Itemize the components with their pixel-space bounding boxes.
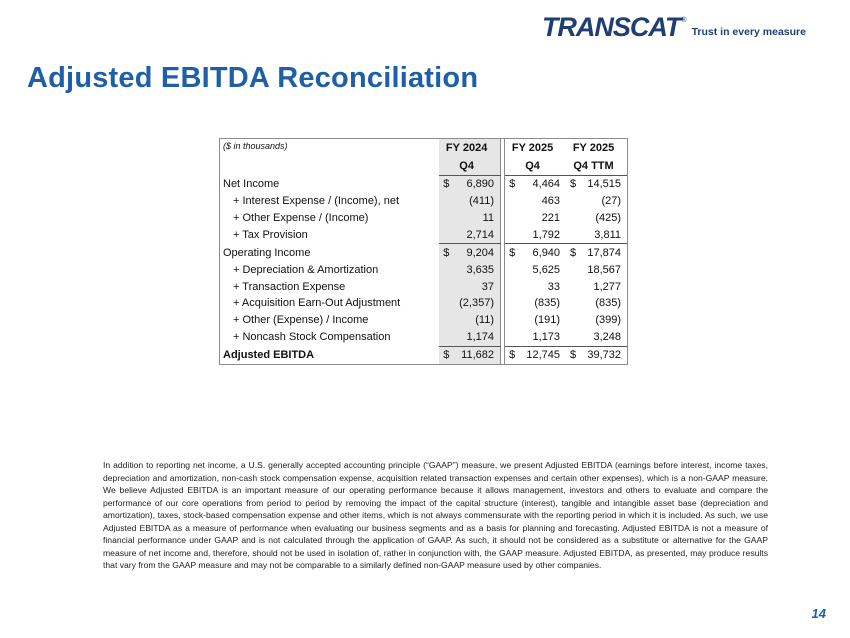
value-cell: 11	[439, 210, 500, 227]
page-number: 14	[811, 606, 826, 621]
logo-registered-mark: ®	[681, 17, 687, 24]
currency-symbol: $	[509, 246, 516, 259]
currency-symbol: $	[509, 349, 516, 362]
currency-symbol: $	[443, 349, 450, 362]
row-label: + Interest Expense / (Income), net	[233, 195, 399, 208]
value-cell: 3,248	[566, 329, 627, 346]
column-header: Q4	[439, 158, 500, 175]
value-cell: 33	[547, 280, 561, 293]
value-cell: 463	[541, 195, 561, 208]
value-cell: 1,277	[593, 280, 621, 293]
value-cell: (2,357)	[439, 295, 500, 312]
value-cell: (399)	[595, 314, 621, 327]
value-cell	[505, 175, 566, 192]
footnote-disclaimer: In addition to reporting net income, a U.S. generally accepted accounting principle (“GAAP”) measure, we present Adjusted EBITDA (earnings before interest, income taxes, depreciation and amortization, non-cash stock compensation expense, acquisition related transaction expenses and certain other expenses), which is a non-GAAP measure. We believe Adjusted EBITDA is an important measure of our operating performance because it allows management, investors and others to evaluate and compare the performance of our core operations from period to period by removing the impact of the capital structure (interest), tangible and intangible asset base (depreciation and amortization), taxes, stock-based compensation expense and other items, which is not always commensurate with the reporting period in which it is included. As such, we use Adjusted EBITDA as a measure of performance when evaluating our business segments and as a basis for planning and forecasting. Adjusted EBITDA is not a measure of financial performance under GAAP and is not calculated through the application of GAAP. As such, it should not be considered as a substitute or alternative for the GAAP measure of net income and, therefore, should not be used in isolation of, rather in conjunction with, the GAAP measure. Adjusted EBITDA, as presented, may produce results that vary from the GAAP measure and may not be comparable to a similarly defined non-GAAP measure used by other companies.	[103, 460, 768, 570]
currency-symbol: $	[570, 349, 577, 362]
unit-note: ($ in thousands)	[223, 141, 288, 151]
row-label: Net Income	[223, 177, 280, 190]
value-cell	[439, 346, 500, 363]
value-cell: 3,635	[439, 261, 500, 278]
value-cell: (835)	[534, 297, 561, 310]
row-label: + Other Expense / (Income)	[233, 212, 369, 224]
table-row	[220, 193, 627, 210]
value-text: 39,732	[587, 349, 621, 362]
company-logo	[542, 14, 806, 40]
row-label: + Other (Expense) / Income	[233, 314, 369, 327]
value-cell	[566, 346, 627, 363]
row-label: Operating Income	[223, 246, 311, 259]
table-row	[220, 346, 627, 363]
value-cell: (411)	[439, 193, 500, 210]
value-cell	[566, 175, 627, 192]
value-text: 11,682	[461, 349, 494, 362]
logo-tagline: Trust in every measure	[691, 26, 806, 38]
ebitda-table	[219, 138, 628, 365]
value-cell: 37	[439, 278, 500, 295]
value-cell: 5,625	[532, 263, 561, 276]
value-cell: 3,811	[566, 226, 627, 243]
value-cell: 18,567	[587, 263, 621, 276]
row-label: + Acquisition Earn-Out Adjustment	[233, 297, 401, 310]
value-text: 6,940	[532, 246, 561, 259]
column-header: Q4 TTM	[566, 158, 627, 175]
value-cell	[505, 346, 566, 363]
table-row	[220, 295, 627, 312]
currency-symbol: $	[509, 178, 516, 191]
table-header-row-1	[220, 139, 627, 158]
column-header: FY 2025	[572, 142, 615, 155]
column-header: FY 2025	[511, 142, 554, 155]
value-cell: (27)	[601, 195, 621, 208]
column-header: FY 2024	[439, 139, 500, 158]
table-header-row-2	[220, 158, 627, 175]
value-cell	[439, 175, 500, 192]
value-cell: (11)	[439, 312, 500, 329]
value-text: 9,204	[466, 246, 494, 259]
row-label: Adjusted EBITDA	[223, 348, 315, 361]
value-text: 6,890	[466, 178, 494, 191]
table-row	[220, 312, 627, 329]
row-label: + Noncash Stock Compensation	[233, 331, 391, 344]
table-row	[220, 278, 627, 295]
value-cell: 1,173	[505, 329, 566, 346]
table-row	[220, 261, 627, 278]
value-text: 4,464	[532, 178, 561, 191]
table-row	[220, 244, 627, 261]
table-row	[220, 175, 627, 192]
value-cell	[505, 244, 566, 261]
value-text: 12,745	[526, 349, 561, 362]
value-cell	[566, 244, 627, 261]
table-row	[220, 210, 627, 227]
value-cell: (425)	[595, 212, 621, 224]
currency-symbol: $	[570, 178, 577, 191]
table-row	[220, 226, 627, 243]
value-cell: (835)	[595, 297, 621, 310]
currency-symbol: $	[570, 246, 577, 259]
value-cell: 1,174	[439, 329, 500, 346]
currency-symbol: $	[443, 246, 450, 259]
column-header: Q4	[505, 158, 566, 175]
value-text: 14,515	[587, 178, 621, 191]
value-text: 17,874	[587, 246, 621, 259]
row-label: + Tax Provision	[233, 229, 308, 242]
table-row	[220, 329, 627, 346]
page-title: Adjusted EBITDA Reconciliation	[27, 62, 479, 94]
value-cell: (191)	[534, 314, 561, 327]
value-cell: 221	[541, 212, 561, 224]
row-label: + Transaction Expense	[233, 280, 346, 293]
currency-symbol: $	[443, 178, 450, 191]
value-cell: 2,714	[439, 226, 500, 243]
logo-wordmark: TRANSCAT	[541, 12, 681, 42]
row-label: + Depreciation & Amortization	[233, 263, 379, 276]
value-cell: 1,792	[505, 226, 566, 243]
value-cell	[439, 244, 500, 261]
